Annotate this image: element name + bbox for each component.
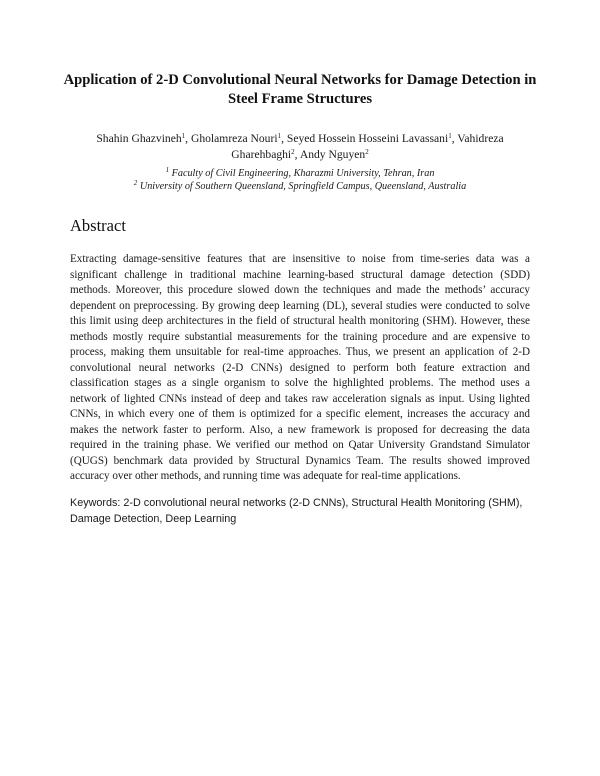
affiliation-number: 1 (165, 166, 170, 174)
affiliation-line (90, 180, 510, 193)
author-affiliation-marker: 1 (448, 132, 452, 140)
author-name: Shahin Ghazvineh (96, 132, 182, 145)
author-name: Andy Nguyen (299, 148, 366, 161)
author-name: Seyed Hossein Hosseini Lavassani (286, 132, 449, 145)
author-list: Shahin Ghazvineh$^1$, Gholamreza Nouri$^1$, Seyed Hossein Hosseini Lavassani$^1$, Vahidreza Gharehbaghi$^2$, Andy Nguyen$^2$ (96, 132, 504, 161)
abstract-body: Extracting damage-sensitive features that are insensitive to noise from time-series data was a significant challenge in traditional machine learning-based structural damage detection (SDD) methods. Moreover, this procedure slowed down the techniques and made the methods’ accuracy dependent on preprocessing. By growing deep learning (DL), several studies were conducted to solve this limit using deep architectures in the field of structural health monitoring (SHM). However, these methods mostly require substantial measurements for the training procedure and are expensive to process, making them unsuitable for real-time approaches. Thus, we present an application of 2-D convolutional neural networks (2-D CNNs) designed to perform both feature extraction and classification stages as a single organism to solve the highlighted problems. The method uses a network of lighted CNNs instead of deep and takes raw acceleration signals as input. Using lighted CNNs, in which every one of them is optimized for a specific element, increases the accuracy and makes the network faster to perform. Also, a new framework is proposed for decreasing the data required in the training phase. We verified our method on Qatar University Grandstand Simulator (QUGS) benchmark data provided by Structural Dynamics Team. The results showed improved accuracy over other methods, and running time was adequate for real-time applications. (70, 253, 530, 482)
affiliation-number: 2 (133, 179, 138, 187)
author-name: Vahidreza Gharehbaghi (231, 132, 504, 161)
author-affiliation-marker: 2 (365, 148, 369, 156)
affiliation-line (90, 167, 510, 180)
author-affiliation-marker: 1 (181, 132, 186, 140)
author-affiliation-marker: 1 (277, 132, 282, 140)
abstract-heading: Abstract (70, 216, 126, 235)
author-affiliation-marker: 2 (291, 148, 295, 156)
author-name: Gholamreza Nouri (190, 132, 278, 145)
affiliation-list (90, 167, 510, 193)
affiliation-text: University of Southern Queensland, Springfield Campus, Queensland, Australia (137, 181, 467, 192)
paper-title: Application of 2-D Convolutional Neural Networks for Damage Detection in Steel Frame Structures (63, 72, 537, 107)
keywords: Keywords: 2-D convolutional neural networks (2-D CNNs), Structural Health Monitoring (SHM), Damage Detection, Deep Learning (70, 497, 523, 525)
affiliation-text: Faculty of Civil Engineering, Kharazmi University, Tehran, Iran (169, 168, 435, 179)
